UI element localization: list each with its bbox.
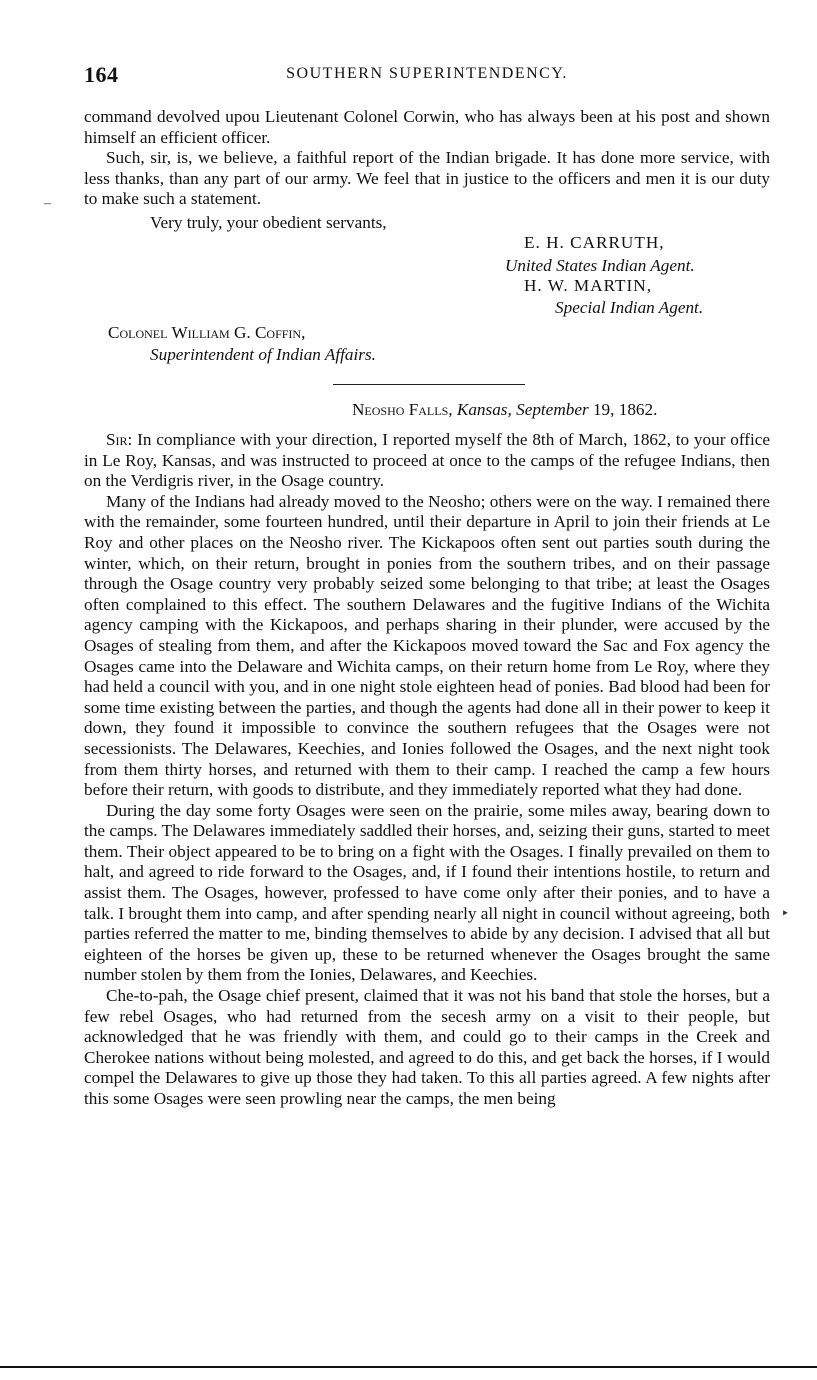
dateline-place: Neosho Falls, bbox=[352, 400, 453, 419]
dateline-date: 19, 1862. bbox=[592, 400, 658, 419]
signature-title-carruth: United States Indian Agent. bbox=[505, 256, 695, 275]
letter1-closing: Very truly, your obedient servants, bbox=[150, 213, 387, 232]
addressee-block bbox=[108, 322, 376, 366]
page-header bbox=[84, 62, 770, 88]
dateline-state: Kansas, bbox=[456, 400, 512, 419]
letter1-paragraph-1: command devolved upou Lieutenant Colonel Corwin, who has always been at his post and shown himself an efficient officer. bbox=[84, 107, 770, 147]
letter2-paragraph-3: During the day some forty Osages were seen on the prairie, some miles away, bearing down to the camps. The Delawares immediately saddled their horses, and, seizing their guns, started to meet them. Their object appeared to be to bring on a fight with the Osages. I finally prevailed on them to halt, and agreed to ride forward to the Osages, and, if I found their intentions hostile, to return and assist them. The Osages, however, professed to have come only after their ponies, and to have a talk. I brought them into camp, and after spending nearly all night in council without agreeing, both parties referred the matter to me, binding themselves to abide by any decision. I advised that all but eighteen of the horses be given up, these to be returned whenever the Osages brought the same number stolen by them from the Ionies, Delawares, and Keechies. bbox=[84, 800, 770, 985]
signature-name-carruth: E. H. CARRUTH, bbox=[524, 233, 665, 252]
salutation: Sir: bbox=[106, 430, 133, 449]
letter1-body bbox=[84, 107, 770, 210]
letter2-dateline bbox=[352, 400, 657, 420]
signature-title-martin: Special Indian Agent. bbox=[555, 298, 704, 317]
dateline-month: September bbox=[516, 400, 589, 419]
page-number: 164 bbox=[84, 62, 119, 87]
letter2-paragraph-1 bbox=[84, 430, 770, 492]
letter2-body bbox=[84, 430, 770, 1110]
letter2-paragraph-2: Many of the Indians had already moved to the Neosho; others were on the way. I remained there with the remainder, some fourteen hundred, until their departure in April to join their friends at Le Roy and other places on the Neosho river. The Kickapoos often sent out parties south during the winter, which, on their return, brought in ponies from the southern tribes, and on their passage through the Osage country very probably seized some belonging to that tribe; at least the Osages often complained to this effect. The southern Delawares and the fugitive Indians of the Wichita agency camping with the Kickapoos, and perhaps sharing in their plunder, were accused by the Osages of stealing from them, and after the Kickapoos moved toward the Sac and Fox agency the Osages came into the Delaware and Wichita camps, on their return home from Le Roy, where they had held a council with you, and in one night stole eighteen head of ponies. Bad blood had been for some time existing between the parties, and though the agents had done all in their power to keep it down, they found it impossible to convince the southern refugees that the Osages were not secessionists. The Delawares, Keechies, and Ionies followed the Osages, and the next night took from them thirty horses, and returned with them to their camp. I reached the camp a few hours before their return, with goods to distribute, and they immediately reported what they had done. bbox=[84, 491, 770, 800]
running-head: SOUTHERN SUPERINTENDENCY. bbox=[286, 65, 568, 82]
page-bottom-edge bbox=[0, 1366, 817, 1368]
margin-mark-icon: – bbox=[44, 196, 51, 211]
margin-mark-icon: ‣ bbox=[781, 907, 790, 922]
letter2-paragraph-4: Che-to-pah, the Osage chief present, claimed that it was not his band that stole the horses, but a few rebel Osages, who had returned from the secesh army on a visit to their people, but acknowledged that he was friendly with them, and could go to their camps in the Creek and Cherokee nations without being molested, and agreed to do this, and get back the horses, if I would compel the Delawares to give up those they had taken. To this all parties agreed. A few nights after this some Osages were seen prowling near the camps, the men being bbox=[84, 986, 770, 1108]
addressee-title: Superintendent of Indian Affairs. bbox=[150, 345, 376, 364]
letter2-paragraph-1-text: In compliance with your direction, I reported myself the 8th of March, 1862, to your office in Le Roy, Kansas, and was instructed to proceed at once to the camps of the refugee Indians, then on the Verdigris river, in the Osage country. bbox=[84, 430, 771, 491]
section-divider bbox=[333, 384, 525, 385]
letter1-paragraph-2: Such, sir, is, we believe, a faithful report of the Indian brigade. It has done more service, with less thanks, than any part of our army. We feel that in justice to the officers and men it is our duty to make such a statement. bbox=[84, 148, 770, 209]
addressee-name: Colonel William G. Coffin, bbox=[108, 323, 306, 342]
signature-name-martin: H. W. MARTIN, bbox=[524, 276, 652, 295]
